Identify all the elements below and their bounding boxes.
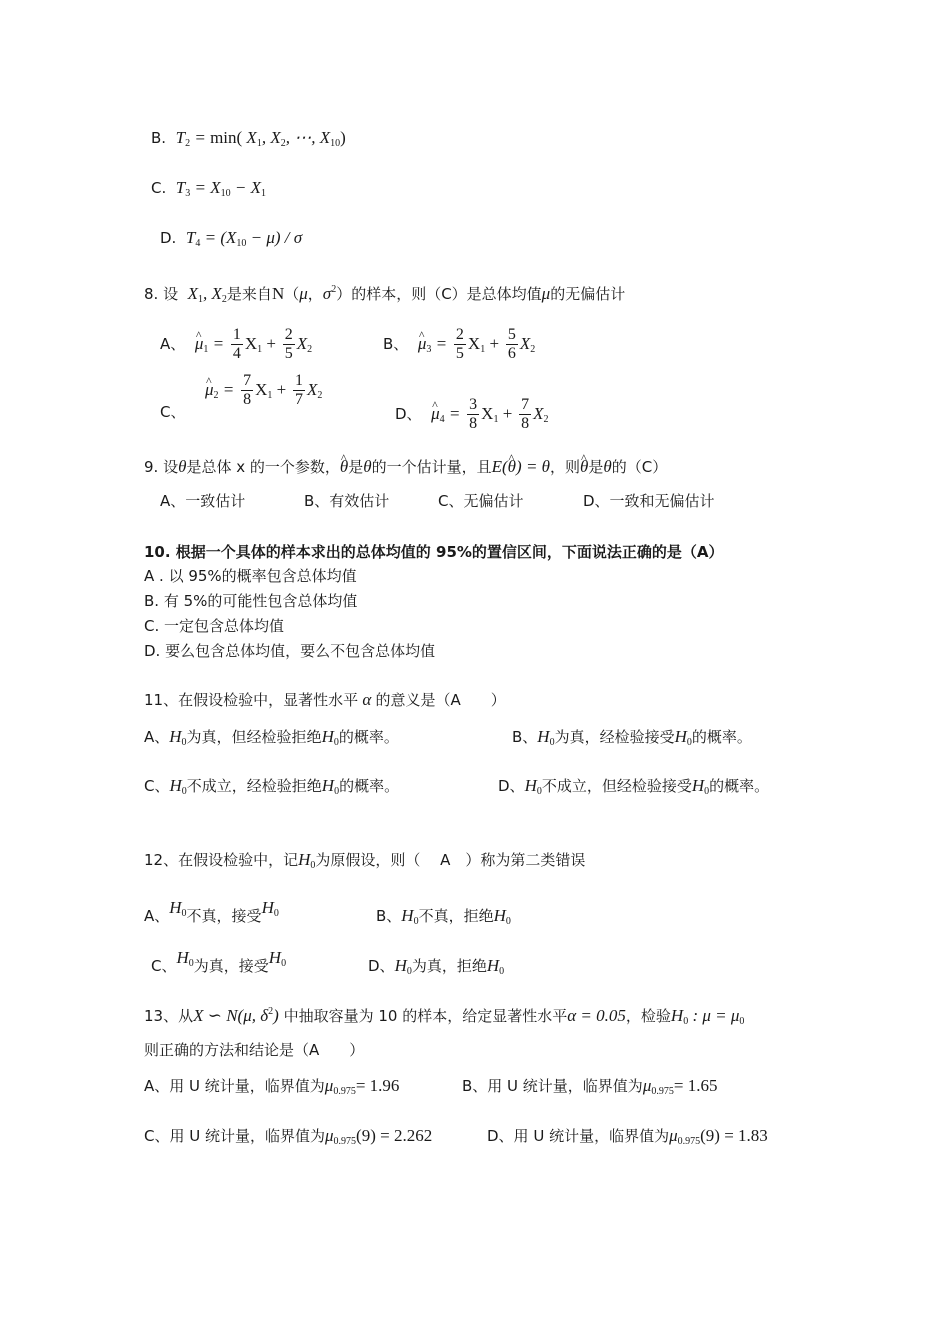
- fraction: $\frac{7}{8}$: [243, 372, 252, 408]
- q9-option-b: B、有效估计: [304, 492, 390, 510]
- q10-option-b: B. 有 5%的可能性包含总体均值: [144, 592, 358, 610]
- q7-option-d: D. $T_4 = (X_{10} - \mu) / \sigma$: [160, 228, 303, 249]
- q10-option-c: C. 一定包含总体均值: [144, 617, 285, 635]
- q8-title: 8. 设 $X_1$, $X_2$是来自N（μ，$\sigma^2$）的样本，则（C）是总体均值μ的无偏估计: [144, 284, 626, 305]
- q10-option-d: D. 要么包含总体均值，要么不包含总体均值: [144, 642, 436, 660]
- fraction: $\frac{5}{6}$: [507, 326, 516, 362]
- q12-option-b: B、$H_0$不真，拒绝$H_0$: [376, 906, 511, 927]
- q13-option-b: B、用 U 统计量，临界值为$\mu_{0.975}= 1.65$: [462, 1076, 718, 1097]
- fraction: $\frac{2}{5}$: [284, 326, 293, 362]
- fraction: $\frac{1}{4}$: [232, 326, 241, 362]
- q7-b-formula: $T_2 = \min$( $X_1$, $X_2$, ⋯, $X_{10}$): [175, 128, 346, 149]
- q8-option-c-formula: ^ $\mu_2$ = $\frac{7}{8}$ $X_1$ + $\frac{1}{7}$ $X_2$: [205, 372, 322, 409]
- q9-option-d: D、一致和无偏估计: [583, 492, 715, 510]
- q10-option-a: A . 以 95%的概率包含总体均值: [144, 567, 357, 585]
- q11-option-a: A、$H_0$为真，但经检验拒绝$H_0$的概率。: [144, 727, 399, 748]
- q11-option-d: D、$H_0$不成立，但经检验接受$H_0$的概率。: [498, 776, 770, 797]
- fraction: $\frac{1}{7}$: [294, 372, 303, 408]
- fraction: $\frac{3}{8}$: [469, 396, 478, 432]
- q11-title: 11、在假设检验中，显著性水平 α 的意义是（A ）: [144, 690, 506, 709]
- q7-option-c: C. $T_3 = X_{10} - X_1$: [151, 178, 266, 199]
- q7-d-formula: $T_4 = (X_{10} - \mu) / \sigma$: [185, 228, 303, 249]
- q13-option-a: A、用 U 统计量，临界值为$\mu_{0.975}= 1.96$: [144, 1076, 400, 1097]
- q13-subtitle: 则正确的方法和结论是（A ）: [144, 1041, 365, 1059]
- q7-c-formula: $T_3 = X_{10} - X_1$: [175, 178, 266, 199]
- q11-option-b: B、$H_0$为真，经检验接受$H_0$的概率。: [512, 727, 752, 748]
- q8-option-c-label: C、: [160, 403, 186, 421]
- q7-option-b: B. $T_2 = \min$( $X_1$, $X_2$, ⋯, $X_{10}$): [151, 128, 346, 149]
- q13-title: 13、从X ∽ N(μ, $\delta^2$) 中抽取容量为 10 的样本，给定显著性水平α = 0.05，检验$H_0$ : $\mu = \mu_0$: [144, 1006, 745, 1027]
- q8-option-b: B、 ^ $\mu_3$ = $\frac{2}{5}$ $X_1$ + $\frac{5}{6}$ $X_2$: [383, 326, 535, 363]
- q13-option-c: C、用 U 统计量，临界值为$\mu_{0.975}(9) = 2.262$: [144, 1126, 433, 1147]
- q12-option-c: C、$H_0$为真，接受$H_0$: [151, 948, 287, 975]
- q12-option-d: D、$H_0$为真，拒绝$H_0$: [368, 956, 505, 977]
- q11-option-c: C、$H_0$不成立，经检验拒绝$H_0$的概率。: [144, 776, 400, 797]
- fraction: $\frac{7}{8}$: [521, 396, 530, 432]
- q8-option-a: A、 ^ $\mu_1$ = $\frac{1}{4}$ $X_1$ + $\frac{2}{5}$ $X_2$: [160, 326, 312, 363]
- q9-option-c: C、无偏估计: [438, 492, 524, 510]
- fraction: $\frac{2}{5}$: [455, 326, 464, 362]
- q13-option-d: D、用 U 统计量，临界值为$\mu_{0.975}(9) = 1.83$: [487, 1126, 768, 1147]
- q9-option-a: A、一致估计: [160, 492, 246, 510]
- q12-title: 12、在假设检验中，记$H_0$为原假设，则（ A ）称为第二类错误: [144, 850, 586, 871]
- q12-option-a: A、$H_0$不真，接受$H_0$: [144, 898, 279, 925]
- q10-title: 10. 根据一个具体的样本求出的总体均值的 95%的置信区间，下面说法正确的是（A）: [144, 543, 724, 561]
- q8-option-d: D、 ^ $\mu_4$ = $\frac{3}{8}$ $X_1$ + $\frac{7}{8}$ $X_2$: [395, 396, 548, 433]
- q9-title: 9. 设θ是总体 x 的一个参数，^ θ是θ的一个估计量，且E(^ θ) = θ，则^ θ是θ的（C）: [144, 457, 667, 477]
